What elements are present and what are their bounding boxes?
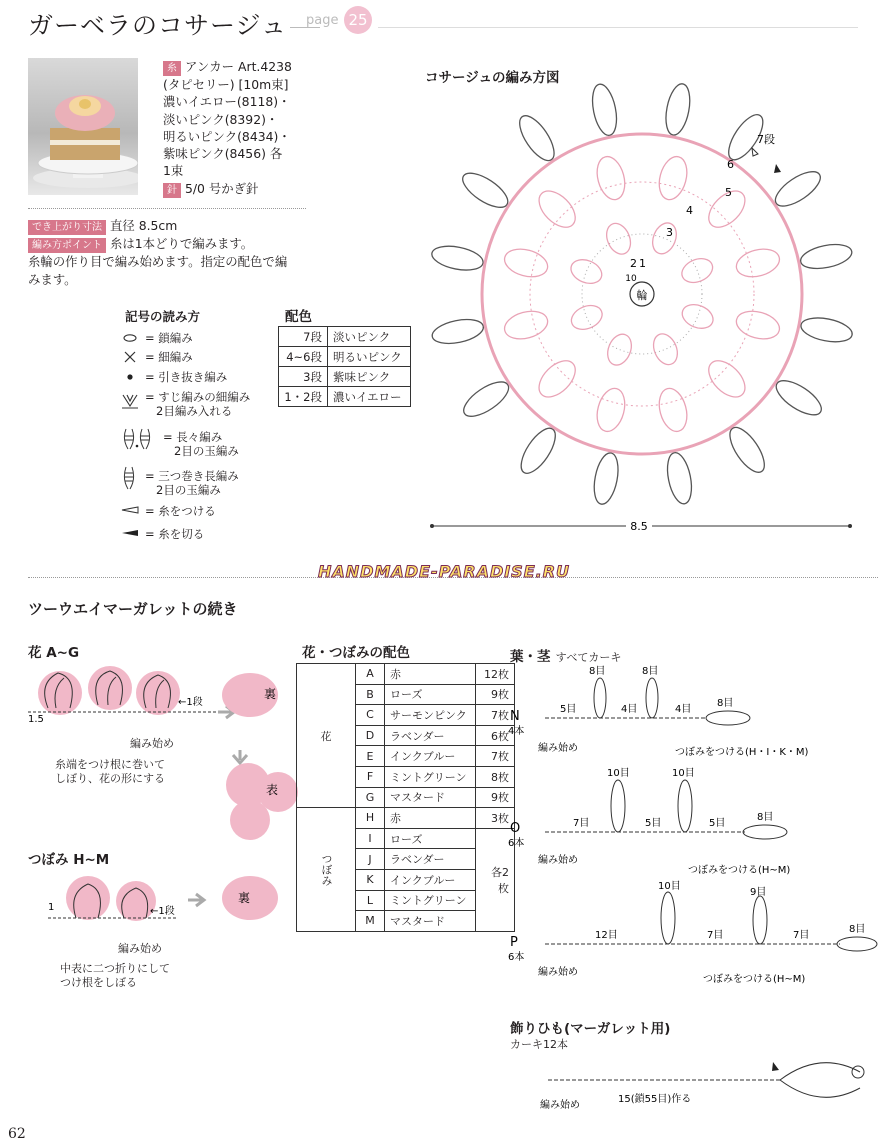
leaves-subtitle: すべてカーキ	[555, 651, 622, 664]
code-cell: E	[356, 746, 385, 767]
info-block	[28, 217, 318, 289]
product-photo	[28, 58, 138, 195]
outer-petal	[513, 110, 560, 165]
middle-petal	[733, 245, 782, 282]
loop-count: 10目	[658, 881, 681, 892]
cord-diagram	[540, 1050, 870, 1110]
cord-title: 飾りひも(マーガレット用)	[510, 1021, 671, 1037]
round-cell: 4~6段	[279, 347, 328, 367]
legend-join: = 糸をつける	[145, 504, 216, 518]
center-count: 10	[625, 274, 637, 284]
flower-table-title: 花・つぼみの配色	[302, 645, 410, 661]
count-cell: 8枚	[476, 766, 515, 787]
diagram-title: コサージュの編み方図	[425, 70, 560, 86]
loop-count: 10目	[607, 768, 630, 779]
outer-petal	[590, 451, 622, 506]
center-label: 輪	[636, 289, 648, 302]
round-label-3: 3	[666, 226, 673, 239]
loop-count: 9目	[750, 887, 767, 898]
hook-size: 5/0 号かぎ針	[185, 180, 259, 196]
page-title: ガーベラのコサージュ	[28, 11, 288, 40]
note-line: 糸端をつけ根に巻いて	[55, 758, 165, 771]
outer-petal	[723, 422, 770, 477]
middle-petal	[501, 245, 550, 282]
start-label: 編み始め	[538, 967, 578, 978]
page-number: 62	[8, 1126, 26, 1142]
middle-petal	[655, 385, 692, 434]
middle-petal	[733, 307, 782, 344]
page-ref-label: page	[306, 13, 339, 28]
start-label: 編み始め	[540, 1100, 580, 1110]
yarn-tag: 糸	[163, 61, 181, 76]
chain-count: 7目	[707, 930, 724, 941]
color-cell: 赤	[385, 664, 476, 685]
legend-slip: = 引き抜き編み	[145, 370, 228, 384]
color-cell: 明るいピンク	[328, 347, 411, 367]
bud-note	[60, 962, 170, 990]
color-cell: ミントグリーン	[385, 890, 476, 911]
table-row	[297, 808, 515, 829]
divider	[28, 208, 306, 209]
inner-petal	[649, 330, 682, 368]
count-cell: 9枚	[476, 684, 515, 705]
middle-petal	[532, 354, 581, 403]
color-cell: ラベンダー	[385, 849, 476, 870]
round-cell: 1・2段	[279, 387, 328, 407]
chain-count: 5目	[560, 704, 577, 715]
color-cell: サーモンピンク	[385, 705, 476, 726]
code-cell: G	[356, 787, 385, 808]
size-value: 直径 8.5cm	[110, 218, 178, 233]
back-loop-sc-icon	[122, 395, 138, 408]
legend-blsc: = すじ編みの細編み	[145, 390, 251, 404]
color-cell: ミントグリーン	[385, 766, 476, 787]
legend-blsc-2: 2目編み入れる	[156, 404, 233, 418]
round-label-2: 2	[630, 257, 637, 270]
group-cell: つぼみ	[297, 808, 356, 932]
color-cell: 濃いイエロー	[328, 387, 411, 407]
table-row	[279, 347, 411, 367]
cut-yarn-icon	[772, 1062, 779, 1071]
inner-petal	[603, 331, 635, 369]
dimension-label: 1.5	[28, 714, 44, 725]
flower-note	[55, 758, 165, 786]
yarn-line: 明るいピンク(8434)・	[163, 128, 291, 144]
point-text: 糸は1本どりで編みます。	[110, 236, 254, 251]
inner-petal	[602, 220, 635, 258]
note-line: みます。	[28, 272, 77, 287]
table-row	[297, 664, 515, 685]
yarn-line: 濃いイエロー(8118)・	[163, 94, 291, 110]
loop-count: 10目	[672, 768, 695, 779]
cord-length-note: 15(鎖55目)作る	[618, 1094, 692, 1105]
point-tag: 編み方ポイント	[28, 238, 106, 253]
color-cell: マスタード	[385, 911, 476, 932]
middle-petal	[655, 153, 692, 202]
legend-dtr-2: 2目の玉編み	[156, 483, 221, 497]
outer-petal	[799, 314, 854, 346]
inner-petal	[567, 255, 605, 287]
yarn-line: 淡いピンク(8392)・	[163, 111, 279, 127]
outer-petal	[430, 316, 485, 348]
outer-petal	[589, 82, 621, 137]
outer-petal	[664, 451, 696, 506]
leaves-title: 葉・茎	[510, 649, 551, 665]
section-title: ツーウエイマーガレットの続き	[28, 600, 238, 618]
back-label: 裏	[238, 891, 251, 905]
sc-symbol-icon	[125, 352, 135, 362]
yarn-line: 紫味ピンク(8456) 各	[163, 146, 283, 162]
slip-stitch-icon	[127, 374, 132, 379]
code-cell: D	[356, 725, 385, 746]
middle-petal	[593, 153, 630, 202]
code-cell: C	[356, 705, 385, 726]
color-table	[278, 326, 411, 407]
chain-count: 4目	[675, 704, 692, 715]
count-cell: 7枚	[476, 746, 515, 767]
note-line: つけ根をしぼる	[60, 976, 137, 989]
chain-count: 5目	[645, 818, 662, 829]
dtr-cluster-icon	[124, 467, 133, 489]
page-ref-badge[interactable]: 25	[344, 6, 372, 34]
join-yarn-icon	[752, 148, 758, 156]
chain-symbol-icon	[124, 335, 136, 341]
round-label-4: 4	[686, 204, 693, 217]
color-cell: ローズ	[385, 684, 476, 705]
legend-chain: = 鎖編み	[145, 331, 193, 345]
color-cell: 淡いピンク	[328, 327, 411, 347]
chain-count: 7目	[793, 930, 810, 941]
legend-tr: = 長々編み	[163, 430, 223, 444]
loop-count: 8目	[757, 812, 774, 823]
code-cell: I	[356, 828, 385, 849]
outer-petal	[799, 241, 854, 273]
stem-p-count: 6本	[508, 952, 525, 963]
code-cell: K	[356, 869, 385, 890]
flower-color-table	[296, 663, 515, 932]
stem-p-label: P	[510, 935, 518, 950]
cord-subtitle: カーキ12本	[510, 1038, 568, 1051]
yarn-line: 1束	[163, 163, 184, 179]
count-cell: 6枚	[476, 725, 515, 746]
yarn-line: (タピセリー) [10m束]	[163, 77, 289, 92]
yarn-line: アンカー Art.4238	[185, 59, 292, 74]
back-label: 裏	[264, 687, 277, 701]
color-cell: ラベンダー	[385, 725, 476, 746]
legend-cut: = 糸を切る	[145, 527, 205, 541]
bud-attach-note: つぼみをつける(H~M)	[703, 974, 806, 985]
hook-tag: 針	[163, 183, 181, 198]
color-cell: 紫味ピンク	[328, 367, 411, 387]
start-label: 編み始め	[538, 855, 578, 866]
cut-yarn-icon	[774, 164, 781, 173]
table-row	[279, 327, 411, 347]
outer-petal	[458, 375, 513, 422]
round-cell: 7段	[279, 327, 328, 347]
title-rule	[290, 27, 320, 28]
chain-count: 7目	[573, 818, 590, 829]
outer-petal	[771, 374, 827, 421]
round-marker: ←1段	[150, 906, 175, 917]
middle-petal	[501, 307, 550, 344]
cut-yarn-icon	[122, 530, 138, 536]
table-row	[279, 387, 411, 407]
stem-o-label: O	[510, 821, 521, 836]
chain-count: 4目	[621, 704, 638, 715]
code-cell: B	[356, 684, 385, 705]
code-cell: J	[356, 849, 385, 870]
stem-o	[545, 780, 787, 839]
stem-diagrams	[505, 660, 879, 990]
code-cell: A	[356, 664, 385, 685]
flower-title: 花 A~G	[28, 645, 80, 661]
loop-count: 8目	[589, 666, 606, 677]
color-cell: 赤	[385, 808, 476, 829]
outer-petal	[515, 423, 562, 479]
round-label-5: 5	[725, 186, 732, 199]
symbol-legend	[118, 328, 288, 543]
count-cell: 各2枚	[476, 828, 515, 931]
chain-count: 5目	[709, 818, 726, 829]
count-cell: 3枚	[476, 808, 515, 829]
front-label: 表	[266, 783, 279, 797]
round-label-1: 1	[639, 257, 646, 270]
color-cell: ローズ	[385, 828, 476, 849]
bud-attach-note: つぼみをつける(H・I・K・M)	[675, 747, 809, 758]
legend-title: 記号の読み方	[125, 309, 201, 324]
inner-petal	[679, 300, 717, 332]
outer-petal	[457, 167, 513, 214]
inner-petal	[648, 219, 680, 257]
size-tag: でき上がり寸法	[28, 220, 106, 235]
bud-title: つぼみ H~M	[28, 852, 110, 868]
bud-attach-note: つぼみをつける(H~M)	[688, 865, 791, 876]
corsage-chart	[420, 80, 870, 540]
code-cell: H	[356, 808, 385, 829]
title-rule-right	[378, 27, 858, 28]
materials-block	[163, 58, 313, 198]
count-cell: 9枚	[476, 787, 515, 808]
loop-count: 8目	[717, 698, 734, 709]
width-label: 8.5	[630, 520, 648, 533]
middle-petal	[702, 354, 751, 403]
code-cell: L	[356, 890, 385, 911]
stem-n-label: N	[510, 709, 520, 724]
round-label-7: 7段	[757, 133, 775, 146]
round-cell: 3段	[279, 367, 328, 387]
note-line: 糸輪の作り目で編み始めます。指定の配色で編	[28, 254, 288, 269]
loop-count: 8目	[642, 666, 659, 677]
code-cell: M	[356, 911, 385, 932]
stem-p	[545, 892, 877, 951]
start-label: 編み始め	[538, 743, 578, 754]
middle-petal	[593, 385, 630, 434]
outer-petal	[430, 242, 485, 274]
legend-sc: = 細編み	[145, 350, 193, 364]
group-cell: 花	[297, 664, 356, 808]
note-line: しぼり、花の形にする	[55, 772, 165, 785]
round-marker: ←1段	[178, 697, 203, 708]
legend-dtr: = 三つ巻き長編み	[145, 469, 239, 483]
photo-illustration	[28, 58, 138, 195]
color-cell: マスタード	[385, 787, 476, 808]
round-label-6: 6	[727, 158, 734, 171]
start-label: 編み始め	[130, 737, 174, 750]
color-table-title: 配色	[285, 309, 312, 325]
loop-count: 8目	[849, 924, 866, 935]
chain-count: 12目	[595, 930, 618, 941]
note-line: 中表に二つ折りにして	[60, 962, 170, 975]
color-cell: インクブルー	[385, 869, 476, 890]
count-cell: 7枚	[476, 705, 515, 726]
count-cell: 12枚	[476, 664, 515, 685]
legend-tr-2: 2目の玉編み	[174, 444, 239, 458]
middle-petal	[532, 184, 581, 233]
start-label: 編み始め	[118, 942, 162, 955]
watermark: HANDMADE-PARADISE.RU	[318, 562, 571, 581]
color-cell: インクブルー	[385, 746, 476, 767]
outer-petal	[662, 82, 694, 137]
join-yarn-icon	[122, 507, 138, 513]
code-cell: F	[356, 766, 385, 787]
bud-diagram	[28, 868, 298, 948]
table-row	[279, 367, 411, 387]
stem-o-count: 6本	[508, 838, 525, 849]
stem-n-count: 4本	[508, 726, 525, 737]
dimension-label: 1	[48, 902, 55, 913]
